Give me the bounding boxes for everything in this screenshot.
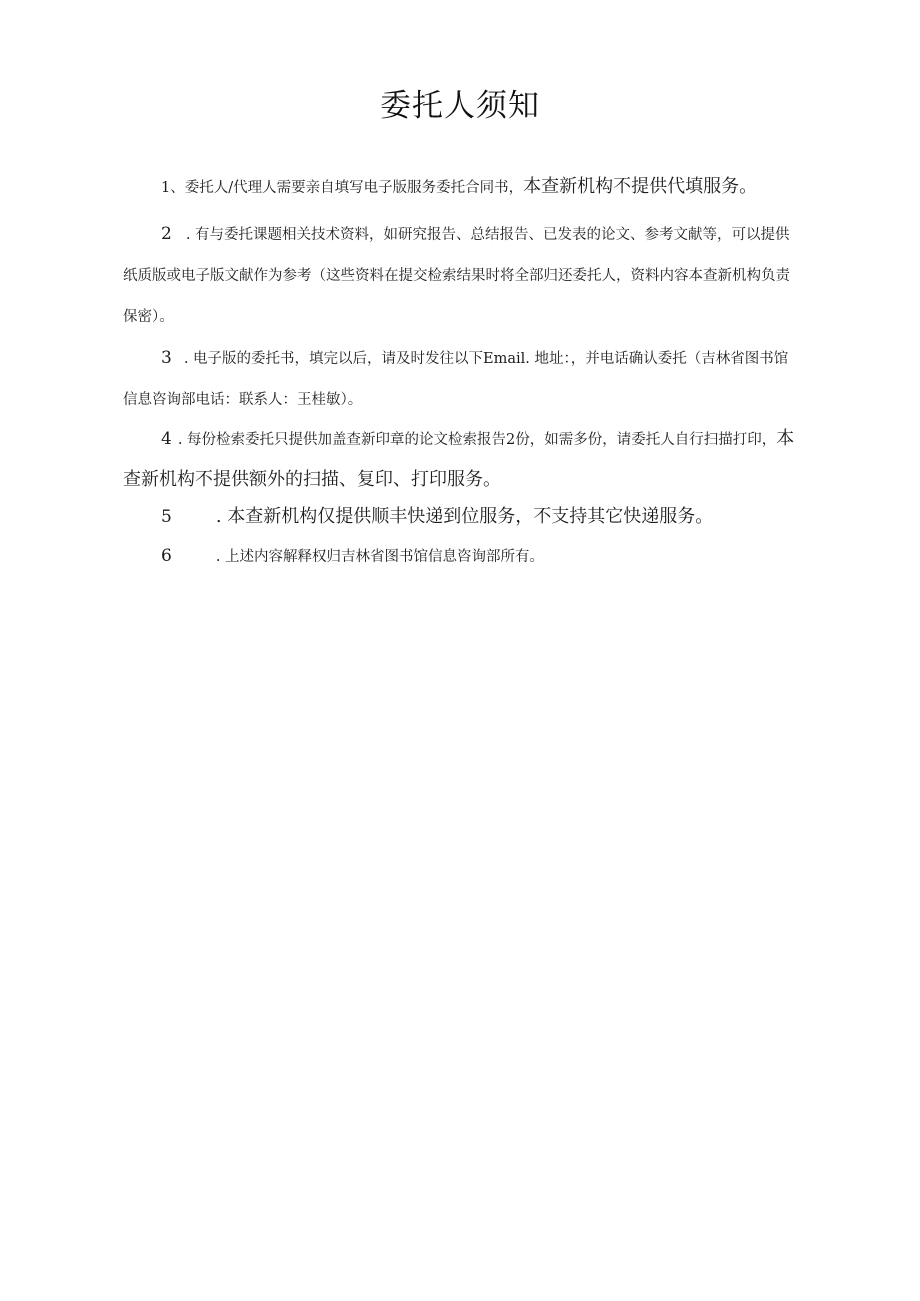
notice-item-5 bbox=[123, 502, 833, 528]
page-title: 委托人须知 bbox=[380, 88, 540, 124]
item-text-line: 保密）。 bbox=[123, 309, 174, 325]
notice-item-4 bbox=[123, 419, 833, 500]
item-number: 1、 bbox=[161, 180, 185, 196]
item-text-line: . 每份检索委托只提供加盖查新印章的论文检索报告2份，如需多份，请委托人自行扫描打印， bbox=[177, 432, 777, 448]
item-text-line: 查新机构不提供额外的扫描、复印、打印服务。 bbox=[123, 469, 501, 490]
item-text-line: 纸质版或电子版文献作为参考（这些资料在提交检索结果时将全部归还委托人，资料内容本查新机构负责 bbox=[123, 268, 790, 284]
item-number: 6 bbox=[161, 546, 172, 566]
item-number: 5 bbox=[161, 507, 172, 527]
item-text-emphasis: 本查新机构不提供代填服务。 bbox=[523, 176, 758, 197]
notice-item-2 bbox=[123, 214, 833, 338]
item-text: . 本查新机构仅提供顺丰快递到位服务，不支持其它快递服务。 bbox=[215, 506, 714, 527]
item-text-line: 信息咨询部电话：联系人：王桂敏）。 bbox=[123, 392, 363, 408]
notice-item-1 bbox=[123, 172, 833, 198]
notice-item-3 bbox=[123, 338, 833, 421]
item-number: 3 bbox=[161, 348, 172, 368]
item-text-line: . 有与委托课题相关技术资料，如研究报告、总结报告、已发表的论文、参考文献等，可以提供 bbox=[185, 227, 790, 243]
item-text-emphasis: 本 bbox=[776, 428, 795, 449]
item-number: 2 bbox=[161, 224, 172, 244]
item-text: . 上述内容解释权归吉林省图书馆信息咨询部所有。 bbox=[215, 549, 545, 565]
item-number: 4 bbox=[161, 429, 172, 449]
item-text: 委托人/代理人需要亲自填写电子版服务委托合同书， bbox=[184, 180, 524, 196]
notice-item-6 bbox=[123, 545, 833, 566]
item-text-line: . 电子版的委托书，填完以后，请及时发往以下Email. 地址：，并电话确认委托（吉林省图书馆 bbox=[183, 351, 789, 367]
